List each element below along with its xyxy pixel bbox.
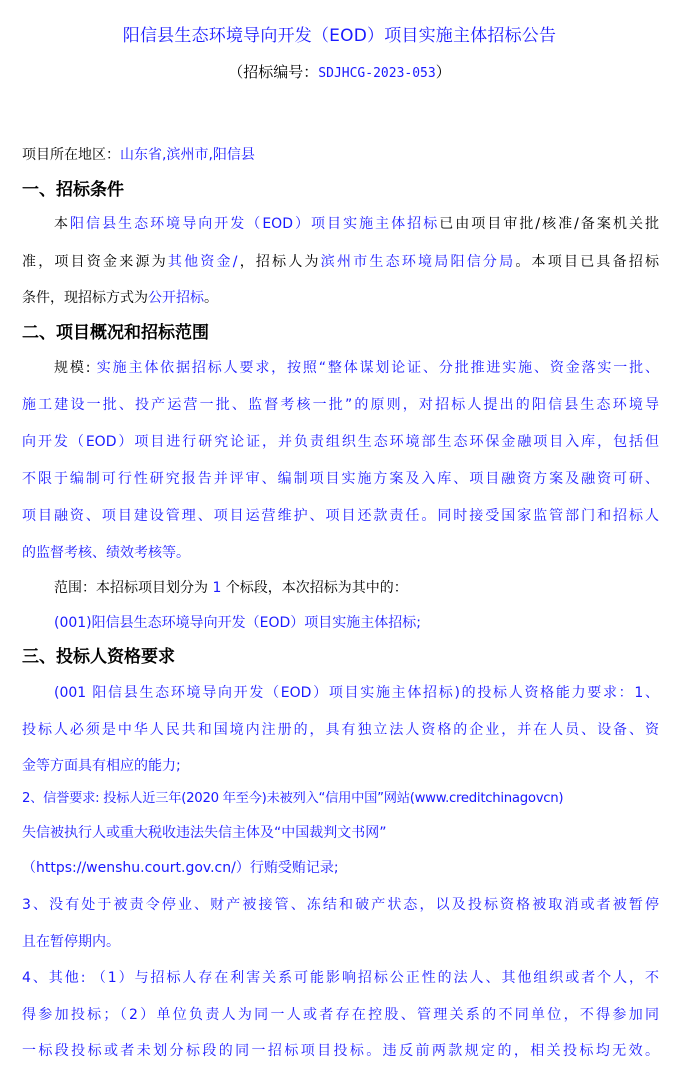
document-title: 阳信县生态环境导向开发（EOD）项目实施主体招标公告 [122, 26, 557, 46]
paragraph-line: 向开发（EOD）项目进行研究论证，并负责组织生态环境部生态环保金融项目入库，包括但 [22, 434, 659, 450]
fund-source: 其他资金/ [167, 254, 238, 270]
paragraph-line: (001 阳信县生态环境导向开发（EOD）项目实施主体招标)的投标人资格能力要求：1、 [54, 685, 659, 701]
section-heading-project-overview: 二、项目概况和招标范围 [22, 323, 209, 343]
tenderer-name: 滨州市生态环境局阳信分局 [320, 254, 516, 270]
paragraph-line: 4、其他: （1）与招标人存在利害关系可能影响招标公正性的法人、其他组织或者个人，不 [22, 970, 659, 986]
tender-method: 公开招标 [148, 290, 204, 306]
tender-number-suffix: ） [435, 63, 451, 81]
paragraph-line: 的监督考核、绩效考核等。 [22, 545, 190, 561]
paragraph-line: 本阳信县生态环境导向开发（EOD）项目实施主体招标已由项目审批/核准/备案机关批 [54, 216, 659, 232]
paragraph-line: 施工建设一批、投产运营一批、监督考核一批”的原则，对招标人提出的阳信县生态环境导 [22, 397, 659, 413]
project-region [22, 145, 659, 165]
paragraph-line: 金等方面具有相应的能力; [22, 758, 181, 774]
paragraph-line: 投标人必须是中华人民共和国境内注册的，具有独立法人资格的企业，并在人员、设备、资 [22, 722, 659, 738]
paragraph-line: 一标段投标或者未划分标段的同一招标项目投标。违反前两款规定的，相关投标均无效。 [22, 1043, 659, 1059]
paragraph-line: 3、没有处于被责令停业、财产被接管、冻结和破产状态，以及投标资格被取消或者被暂停 [22, 897, 659, 913]
section-heading-bidder-qualifications: 三、投标人资格要求 [22, 647, 175, 667]
paragraph-line: 准，项目资金来源为其他资金/，招标人为滨州市生态环境局阳信分局。本项目已具备招标 [22, 254, 660, 270]
tender-number: SDJHCG-2023-053 [318, 66, 436, 81]
project-name-link: 阳信县生态环境导向开发（EOD）项目实施主体招标 [70, 216, 440, 232]
scope-line: 范围：本招标项目划分为 1 个标段，本次招标为其中的： [54, 580, 408, 596]
paragraph-line: 条件，现招标方式为公开招标。 [22, 290, 218, 306]
paragraph-line: 规模: 实施主体依据招标人要求，按照“整体谋划论证、分批推进实施、资金落实一批、 [54, 360, 659, 376]
paragraph-line: 且在暂停期内。 [22, 934, 120, 950]
lot-count: 1 [208, 580, 226, 596]
paragraph-line: 得参加投标；（2）单位负责人为同一人或者存在控股、管理关系的不同单位，不得参加同 [22, 1007, 659, 1023]
region-label: 项目所在地区： [22, 147, 120, 163]
section-heading-bidding-conditions: 一、招标条件 [22, 180, 124, 200]
region-value: 山东省,滨州市,阳信县 [120, 147, 255, 163]
tender-number-line [0, 60, 679, 86]
lot-item: (001)阳信县生态环境导向开发（EOD）项目实施主体招标; [54, 615, 422, 631]
paragraph-line: 2、信誉要求: 投标人近三年(2020 年至今)未被列入“信用中国”网站(www.creditchinagovcn) [22, 791, 564, 806]
paragraph-line: （https://wenshu.court.gov.cn/）行贿受贿记录; [22, 860, 339, 876]
paragraph-line: 失信被执行人或重大税收违法失信主体及“中国裁判文书网” [22, 825, 387, 841]
tender-number-prefix: （招标编号： [228, 63, 319, 81]
paragraph-line: 不限于编制可行性研究报告并评审、编制项目实施方案及入库、项目融资方案及融资可研、 [22, 471, 659, 487]
paragraph-line: 项目融资、项目建设管理、项目运营维护、项目还款责任。同时接受国家监管部门和招标人 [22, 508, 659, 524]
